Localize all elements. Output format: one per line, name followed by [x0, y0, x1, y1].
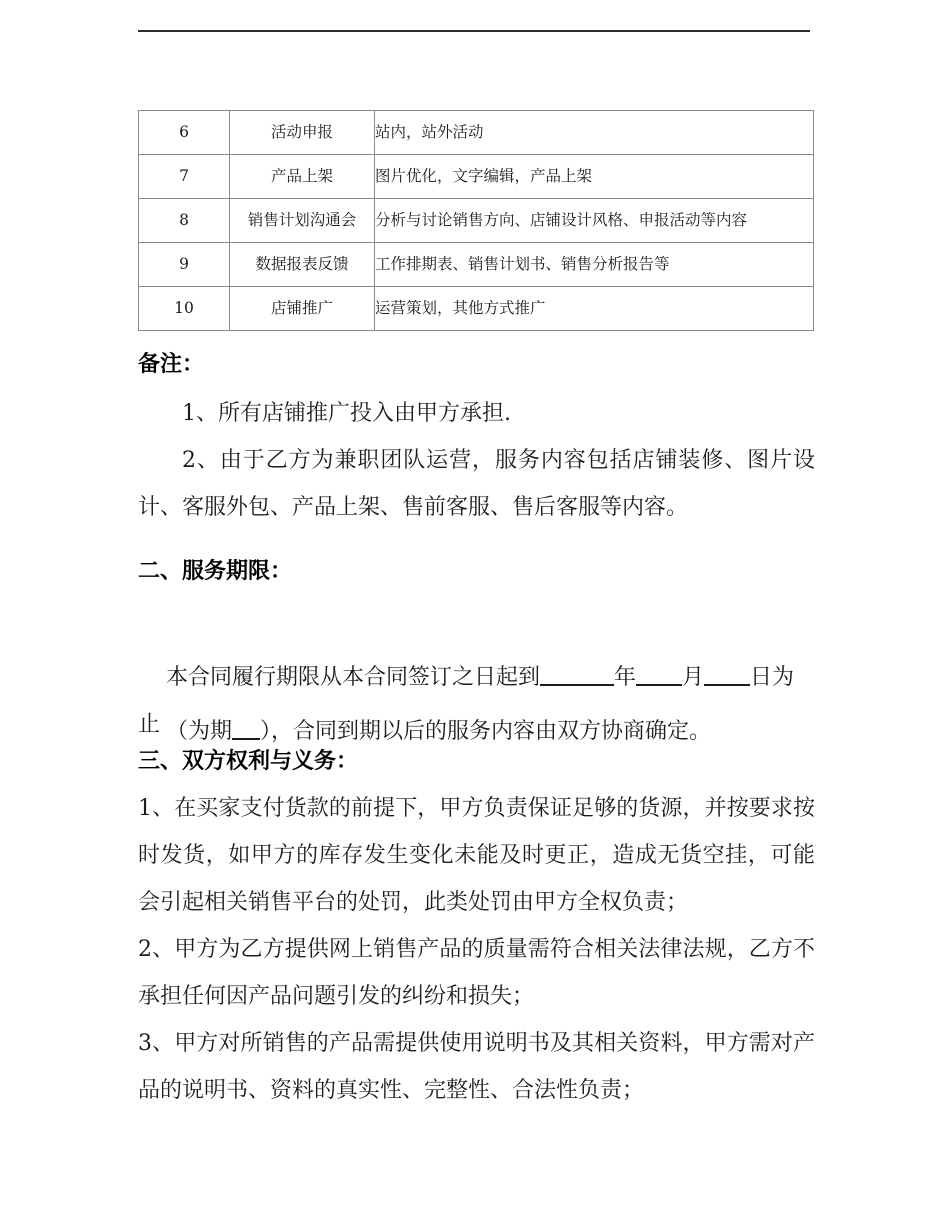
table-row: [139, 111, 814, 155]
task-table: [138, 110, 814, 331]
table-cell-name: 销售计划沟通会: [230, 199, 375, 243]
table-row: [139, 243, 814, 287]
table-cell-name: 店铺推广: [230, 287, 375, 331]
year-label: 年: [614, 665, 637, 690]
duration-blank-field[interactable]: [232, 720, 260, 740]
table-row: [139, 155, 814, 199]
notes-heading: 备注：: [138, 351, 205, 377]
note-item-2: 2、由于乙方为兼职团队运营，服务内容包括店铺装修、图片设计、客服外包、产品上架、售前客服、售后客服等内容。: [138, 448, 815, 520]
table-row: [139, 199, 814, 243]
obligation-item-1: 1、在买家支付货款的前提下，甲方负责保证足够的货源，并按要求按时发货，如甲方的库存发生变化未能及时更正，造成无货空挂，可能会引起相关销售平台的处罚，此类处罚由甲方全权负责；: [138, 796, 815, 915]
section-three-heading: 三、双方权利与义务：: [138, 748, 359, 774]
table-cell-desc: 运营策划，其他方式推广: [375, 287, 814, 331]
table-cell-no: 7: [139, 155, 230, 199]
table-cell-name: 数据报表反馈: [230, 243, 375, 287]
header-divider: [138, 30, 810, 32]
obligation-item-2: 2、甲方为乙方提供网上销售产品的质量需符合相关法律法规，乙方不承担任何因产品问题引发的纠纷和损失；: [138, 937, 815, 1009]
table-cell-no: 9: [139, 243, 230, 287]
table-cell-name: 活动申报: [230, 111, 375, 155]
table-cell-desc: 分析与讨论销售方向、店铺设计风格、申报活动等内容: [375, 199, 814, 243]
table-cell-no: 10: [139, 287, 230, 331]
table-cell-no: 6: [139, 111, 230, 155]
table-cell-no: 8: [139, 199, 230, 243]
service-period-prefix: 本合同履行期限从本合同签订之日起到: [165, 665, 540, 690]
day-label: 日为止: [138, 665, 795, 737]
month-label: 月: [682, 665, 705, 690]
obligation-item-3: 3、甲方对所销售的产品需提供使用说明书及其相关资料，甲方需对产品的说明书、资料的真实性、完整性、合法性负责；: [138, 1031, 815, 1103]
note-item-1: 1、所有店铺推广投入由甲方承担.: [182, 401, 511, 426]
duration-suffix: ），合同到期以后的服务内容由双方协商确定。: [260, 719, 712, 744]
duration-prefix: （为期: [165, 719, 232, 744]
table-cell-desc: 工作排期表、销售计划书、销售分析报告等: [375, 243, 814, 287]
table-cell-desc: 站内，站外活动: [375, 111, 814, 155]
section-two-heading: 二、服务期限：: [138, 558, 293, 584]
table-cell-desc: 图片优化，文字编辑，产品上架: [375, 155, 814, 199]
table-row: [139, 287, 814, 331]
table-cell-name: 产品上架: [230, 155, 375, 199]
